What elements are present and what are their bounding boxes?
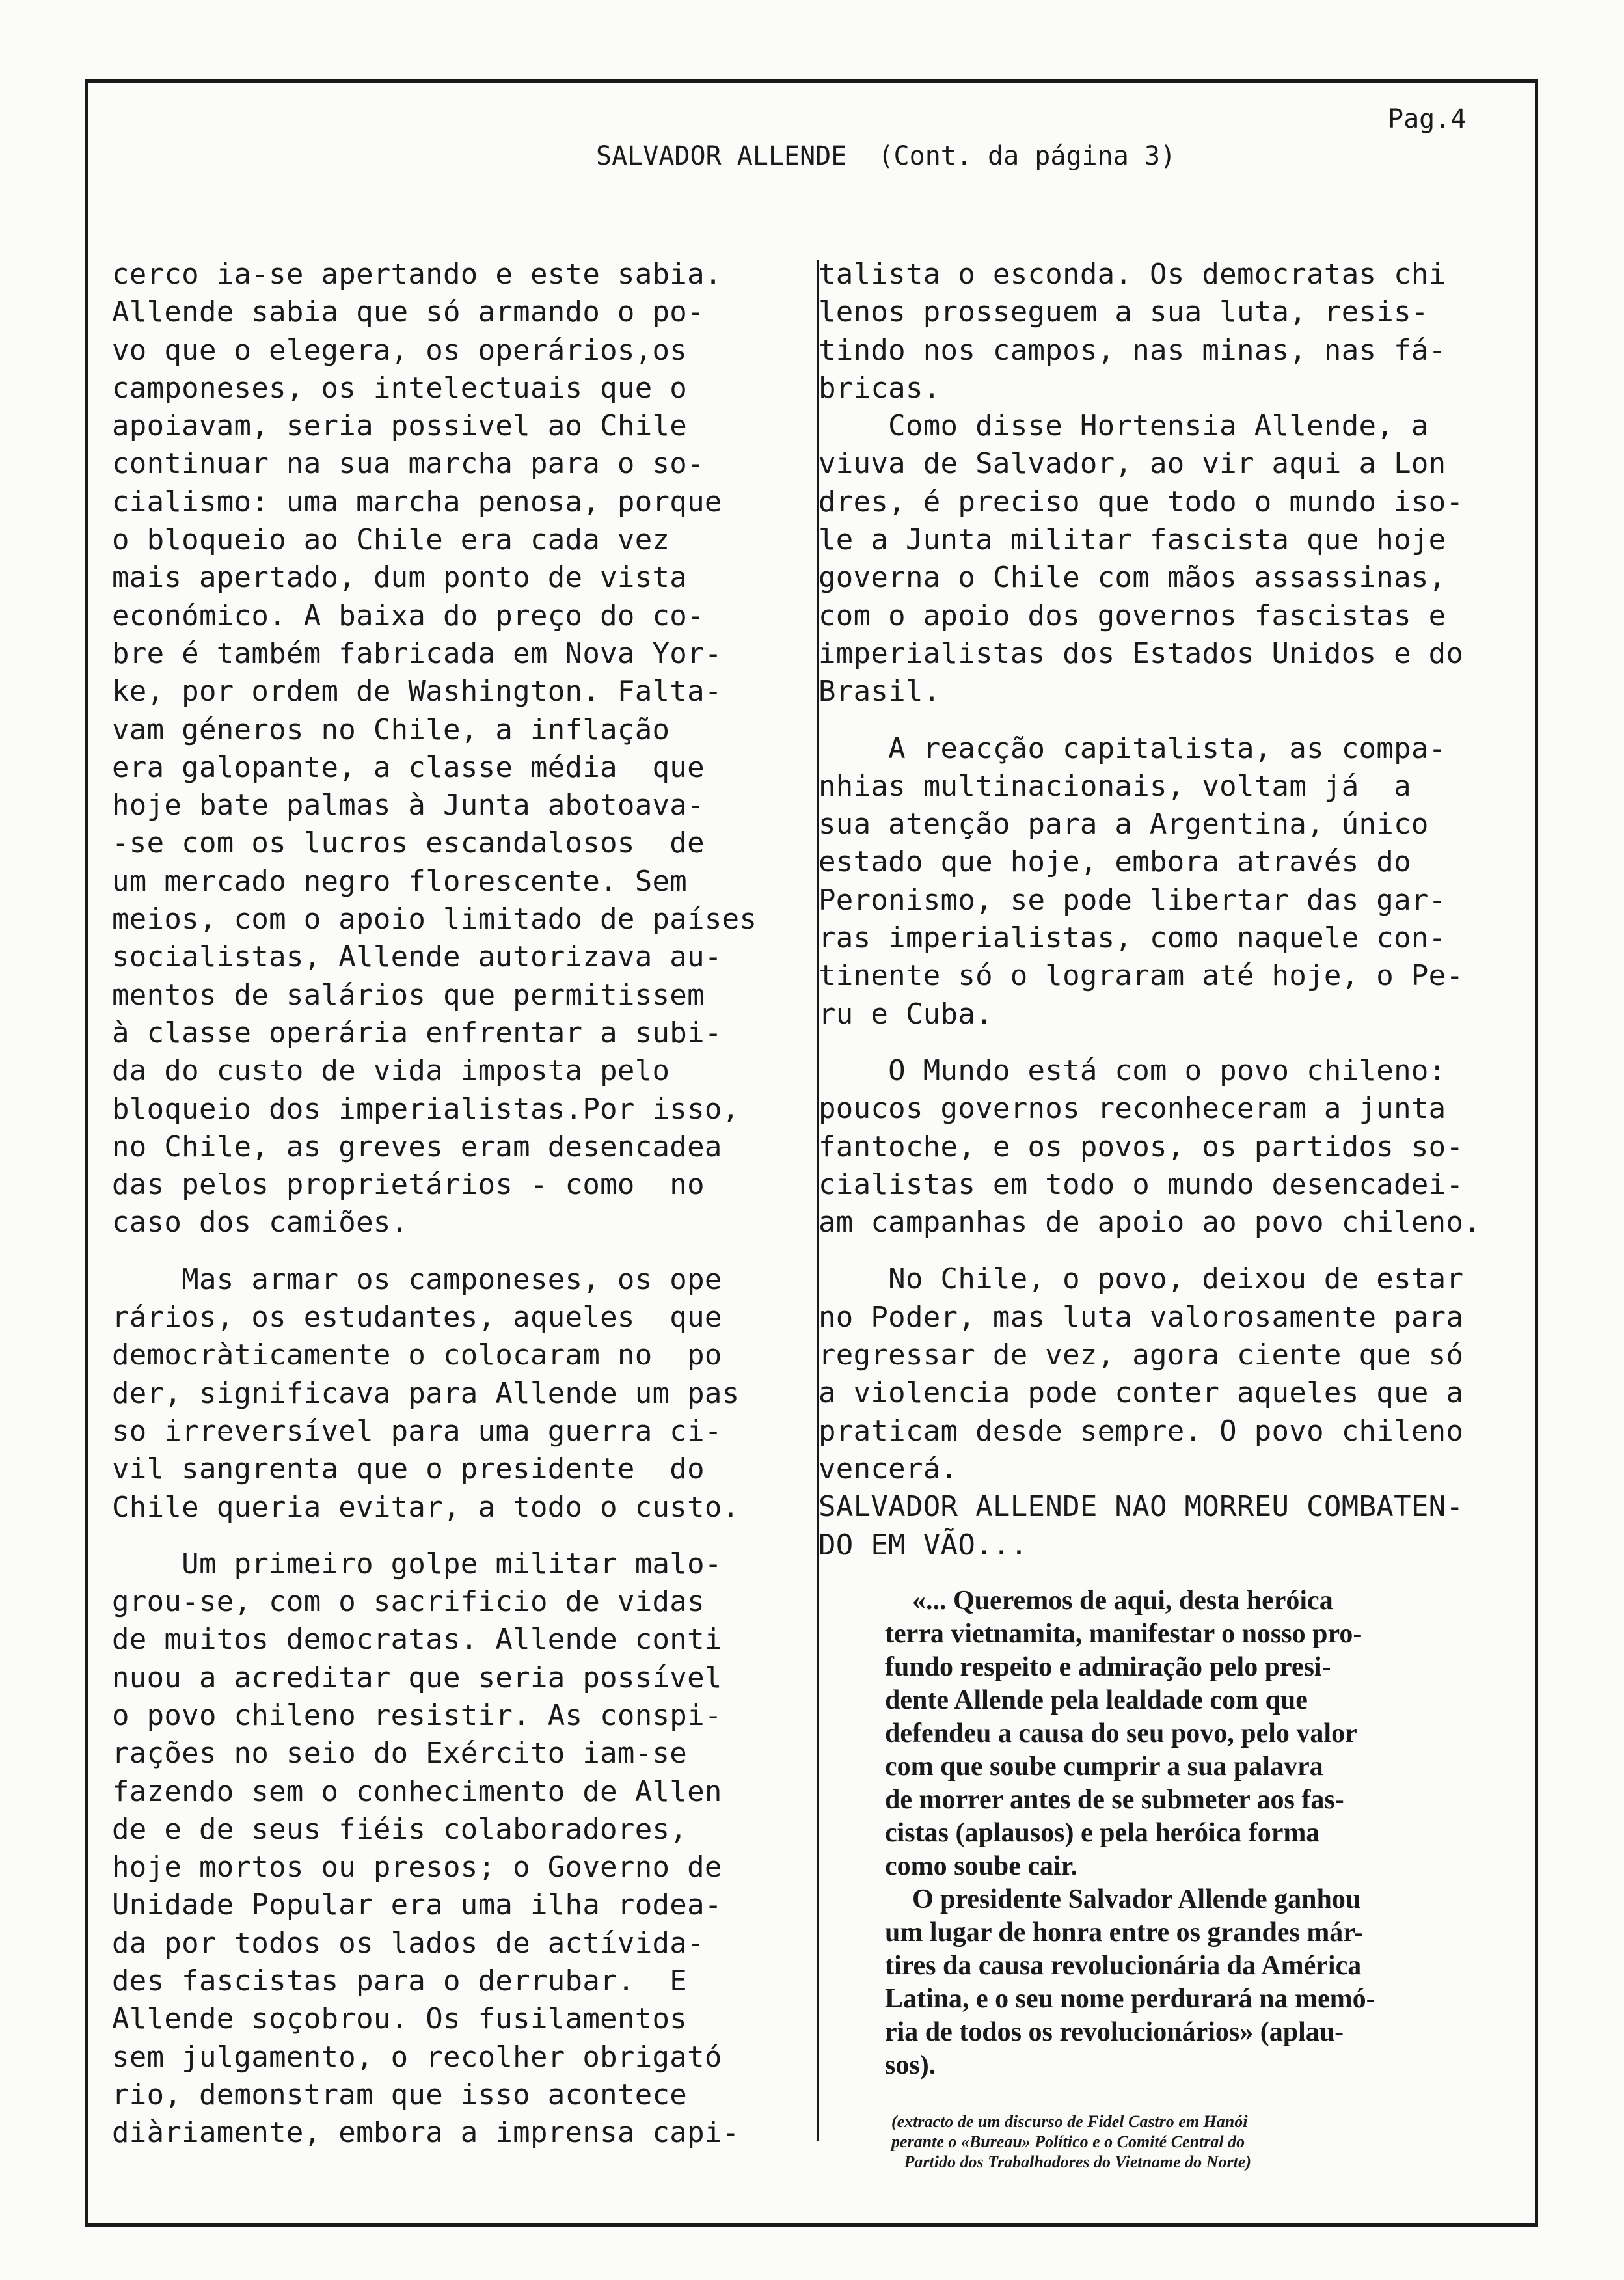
text-line: imperialistas dos Estados Unidos e do	[819, 636, 1464, 670]
text-line: DO EM VÃO...	[819, 1528, 1028, 1562]
text-line: hoje mortos ou presos; o Governo de	[112, 1851, 722, 1884]
text-line: camponeses, os intelectuais que o	[112, 371, 688, 405]
quote-line: defendeu a causa do seu povo, pelo valor	[885, 1718, 1357, 1748]
right-column-text	[819, 256, 1554, 1564]
fidel-castro-quote	[885, 1584, 1483, 2082]
text-line: tinente só o lograram até hoje, o Pe-	[819, 959, 1464, 993]
text-line: am campanhas de apoio ao povo chileno.	[819, 1206, 1482, 1240]
paragraph-gap	[819, 1033, 1554, 1052]
quote-line: com que soube cumprir a sua palavra	[885, 1752, 1323, 1782]
text-line: SALVADOR ALLENDE NAO MORREU COMBATEN-	[819, 1490, 1464, 1524]
quote-line: dente Allende pela lealdade com que	[885, 1685, 1308, 1715]
text-line: des fascistas para o derrubar. E	[112, 1964, 688, 1998]
source-line: perante o «Bureau» Político e o Comité Central do	[891, 2132, 1245, 2151]
quote-source	[891, 2111, 1477, 2172]
text-line: fantoche, e os povos, os partidos so-	[819, 1130, 1464, 1163]
quote-line: cistas (aplausos) e pela heróica forma	[885, 1818, 1320, 1848]
quote-line: tires da causa revolucionária da América	[885, 1951, 1362, 1981]
left-column-text	[112, 256, 808, 2152]
text-line: era galopante, a classe média que	[112, 750, 705, 784]
text-line: Brasil.	[819, 675, 941, 709]
text-line: Chile queria evitar, a todo o custo.	[112, 1490, 740, 1524]
text-line: Allende soçobrou. Os fusilamentos	[112, 2002, 688, 2036]
text-line: nhias multinacionais, voltam já a	[819, 769, 1411, 803]
paragraph-gap	[112, 1242, 808, 1261]
quote-line: O presidente Salvador Allende ganhou	[885, 1884, 1361, 1914]
text-line: o bloqueio ao Chile era cada vez	[112, 523, 670, 557]
quote-line: «... Queremos de aqui, desta heróica	[885, 1586, 1333, 1616]
text-line: Allende sabia que só armando o po-	[112, 295, 705, 329]
text-line: ru e Cuba.	[819, 997, 993, 1031]
text-line: viuva de Salvador, ao vir aqui a Lon	[819, 447, 1446, 481]
quote-line: terra vietnamita, manifestar o nosso pro-	[885, 1619, 1362, 1649]
text-line: poucos governos reconheceram a junta	[819, 1092, 1446, 1126]
text-line: mentos de salários que permitissem	[112, 978, 705, 1012]
text-line: um mercado negro florescente. Sem	[112, 864, 688, 898]
source-line: Partido dos Trabalhadores do Vietname do Norte)	[891, 2152, 1251, 2171]
text-line: bre é também fabricada em Nova Yor-	[112, 636, 722, 670]
text-line: dres, é preciso que todo o mundo iso-	[819, 485, 1464, 519]
text-line: diàriamente, embora a imprensa capi-	[112, 2116, 740, 2150]
text-line: da por todos os lados de actívida-	[112, 1926, 705, 1960]
text-line: mais apertado, dum ponto de vista	[112, 561, 688, 595]
paragraph-gap	[819, 711, 1554, 730]
text-line: sem julgamento, o recolher obrigató	[112, 2040, 722, 2074]
paragraph-gap	[819, 1242, 1554, 1260]
text-line: -se com os lucros escandalosos de	[112, 826, 705, 860]
text-line: democràticamente o colocaram no po	[112, 1338, 722, 1372]
text-line: caso dos camiões.	[112, 1206, 409, 1240]
quote-line: um lugar de honra entre os grandes már-	[885, 1918, 1364, 1948]
text-line: Como disse Hortensia Allende, a	[819, 409, 1429, 443]
text-line: apoiavam, seria possivel ao Chile	[112, 409, 688, 443]
text-line: ke, por ordem de Washington. Falta-	[112, 675, 722, 709]
text-line: der, significava para Allende um pas	[112, 1376, 740, 1410]
text-line: rários, os estudantes, aqueles que	[112, 1301, 722, 1335]
quote-line: de morrer antes de se submeter aos fas-	[885, 1785, 1344, 1815]
text-line: Peronismo, se pode libertar das gar-	[819, 883, 1446, 917]
text-line: grou-se, com o sacrificio de vidas	[112, 1585, 705, 1619]
text-line: continuar na sua marcha para o so-	[112, 447, 705, 481]
text-line: a violencia pode conter aqueles que a	[819, 1376, 1464, 1410]
text-line: so irreversível para uma guerra ci-	[112, 1414, 722, 1448]
text-line: talista o esconda. Os democratas chi	[819, 258, 1446, 291]
text-line: meios, com o apoio limitado de países	[112, 903, 757, 936]
quote-line: Latina, e o seu nome perdurará na memó-	[885, 1984, 1375, 2014]
text-line: O Mundo está com o povo chileno:	[819, 1053, 1446, 1087]
text-line: vo que o elegera, os operários,os	[112, 333, 688, 367]
text-line: bricas.	[819, 371, 941, 405]
text-line: da do custo de vida imposta pelo	[112, 1054, 670, 1088]
text-line: Mas armar os camponeses, os ope	[112, 1262, 722, 1296]
quote-line: como soube cair.	[885, 1851, 1077, 1881]
text-line: nuou a acreditar que seria possível	[112, 1661, 722, 1694]
source-line: (extracto de um discurso de Fidel Castro em Hanói	[891, 2112, 1248, 2131]
text-line: no Poder, mas luta valorosamente para	[819, 1300, 1464, 1334]
text-line: vam géneros no Chile, a inflação	[112, 712, 670, 746]
text-line: A reacção capitalista, as compa-	[819, 731, 1446, 765]
text-line: cerco ia-se apertando e este sabia.	[112, 258, 722, 291]
text-line: vencerá.	[819, 1452, 958, 1486]
text-line: lenos prosseguem a sua luta, resis-	[819, 295, 1429, 329]
text-line: le a Junta militar fascista que hoje	[819, 523, 1446, 557]
quote-line: fundo respeito e admiração pelo presi-	[885, 1652, 1331, 1682]
text-line: fazendo sem o conhecimento de Allen	[112, 1774, 722, 1808]
text-line: praticam desde sempre. O povo chileno	[819, 1414, 1464, 1448]
text-line: vil sangrenta que o presidente do	[112, 1452, 705, 1486]
text-line: socialistas, Allende autorizava au-	[112, 940, 722, 974]
text-line: governa o Chile com mãos assassinas,	[819, 561, 1446, 595]
text-line: ras imperialistas, como naquele con-	[819, 921, 1446, 955]
quote-line: sos).	[885, 2050, 936, 2080]
text-line: hoje bate palmas à Junta abotoava-	[112, 789, 705, 822]
text-line: de muitos democratas. Allende conti	[112, 1623, 722, 1657]
text-line: à classe operária enfrentar a subi-	[112, 1016, 722, 1050]
text-line: rações no seio do Exército iam-se	[112, 1737, 688, 1771]
quote-line: ria de todos os revolucionários» (aplau-	[885, 2017, 1344, 2047]
text-line: das pelos proprietários - como no	[112, 1168, 705, 1202]
text-line: Unidade Popular era uma ilha rodea-	[112, 1888, 722, 1922]
text-line: regressar de vez, agora ciente que só	[819, 1338, 1464, 1372]
text-line: Um primeiro golpe militar malo-	[112, 1547, 722, 1581]
page-number: Pag.4	[1388, 104, 1467, 134]
text-line: bloqueio dos imperialistas.Por isso,	[112, 1092, 740, 1126]
paragraph-gap	[112, 1527, 808, 1545]
text-line: económico. A baixa do preço do co-	[112, 599, 705, 632]
text-line: no Chile, as greves eram desencadea	[112, 1130, 722, 1163]
page-title: SALVADOR ALLENDE (Cont. da página 3)	[596, 141, 1176, 171]
text-line: o povo chileno resistir. As conspi-	[112, 1698, 722, 1732]
text-line: No Chile, o povo, deixou de estar	[819, 1262, 1464, 1296]
text-line: rio, demonstram que isso acontece	[112, 2078, 688, 2111]
text-line: de e de seus fiéis colaboradores,	[112, 1812, 688, 1846]
text-line: estado que hoje, embora através do	[819, 845, 1411, 879]
text-line: cialismo: uma marcha penosa, porque	[112, 485, 722, 519]
text-line: tindo nos campos, nas minas, nas fá-	[819, 333, 1446, 367]
text-line: com o apoio dos governos fascistas e	[819, 599, 1446, 632]
text-line: cialistas em todo o mundo desencadei-	[819, 1167, 1464, 1201]
text-line: sua atenção para a Argentina, único	[819, 808, 1429, 841]
